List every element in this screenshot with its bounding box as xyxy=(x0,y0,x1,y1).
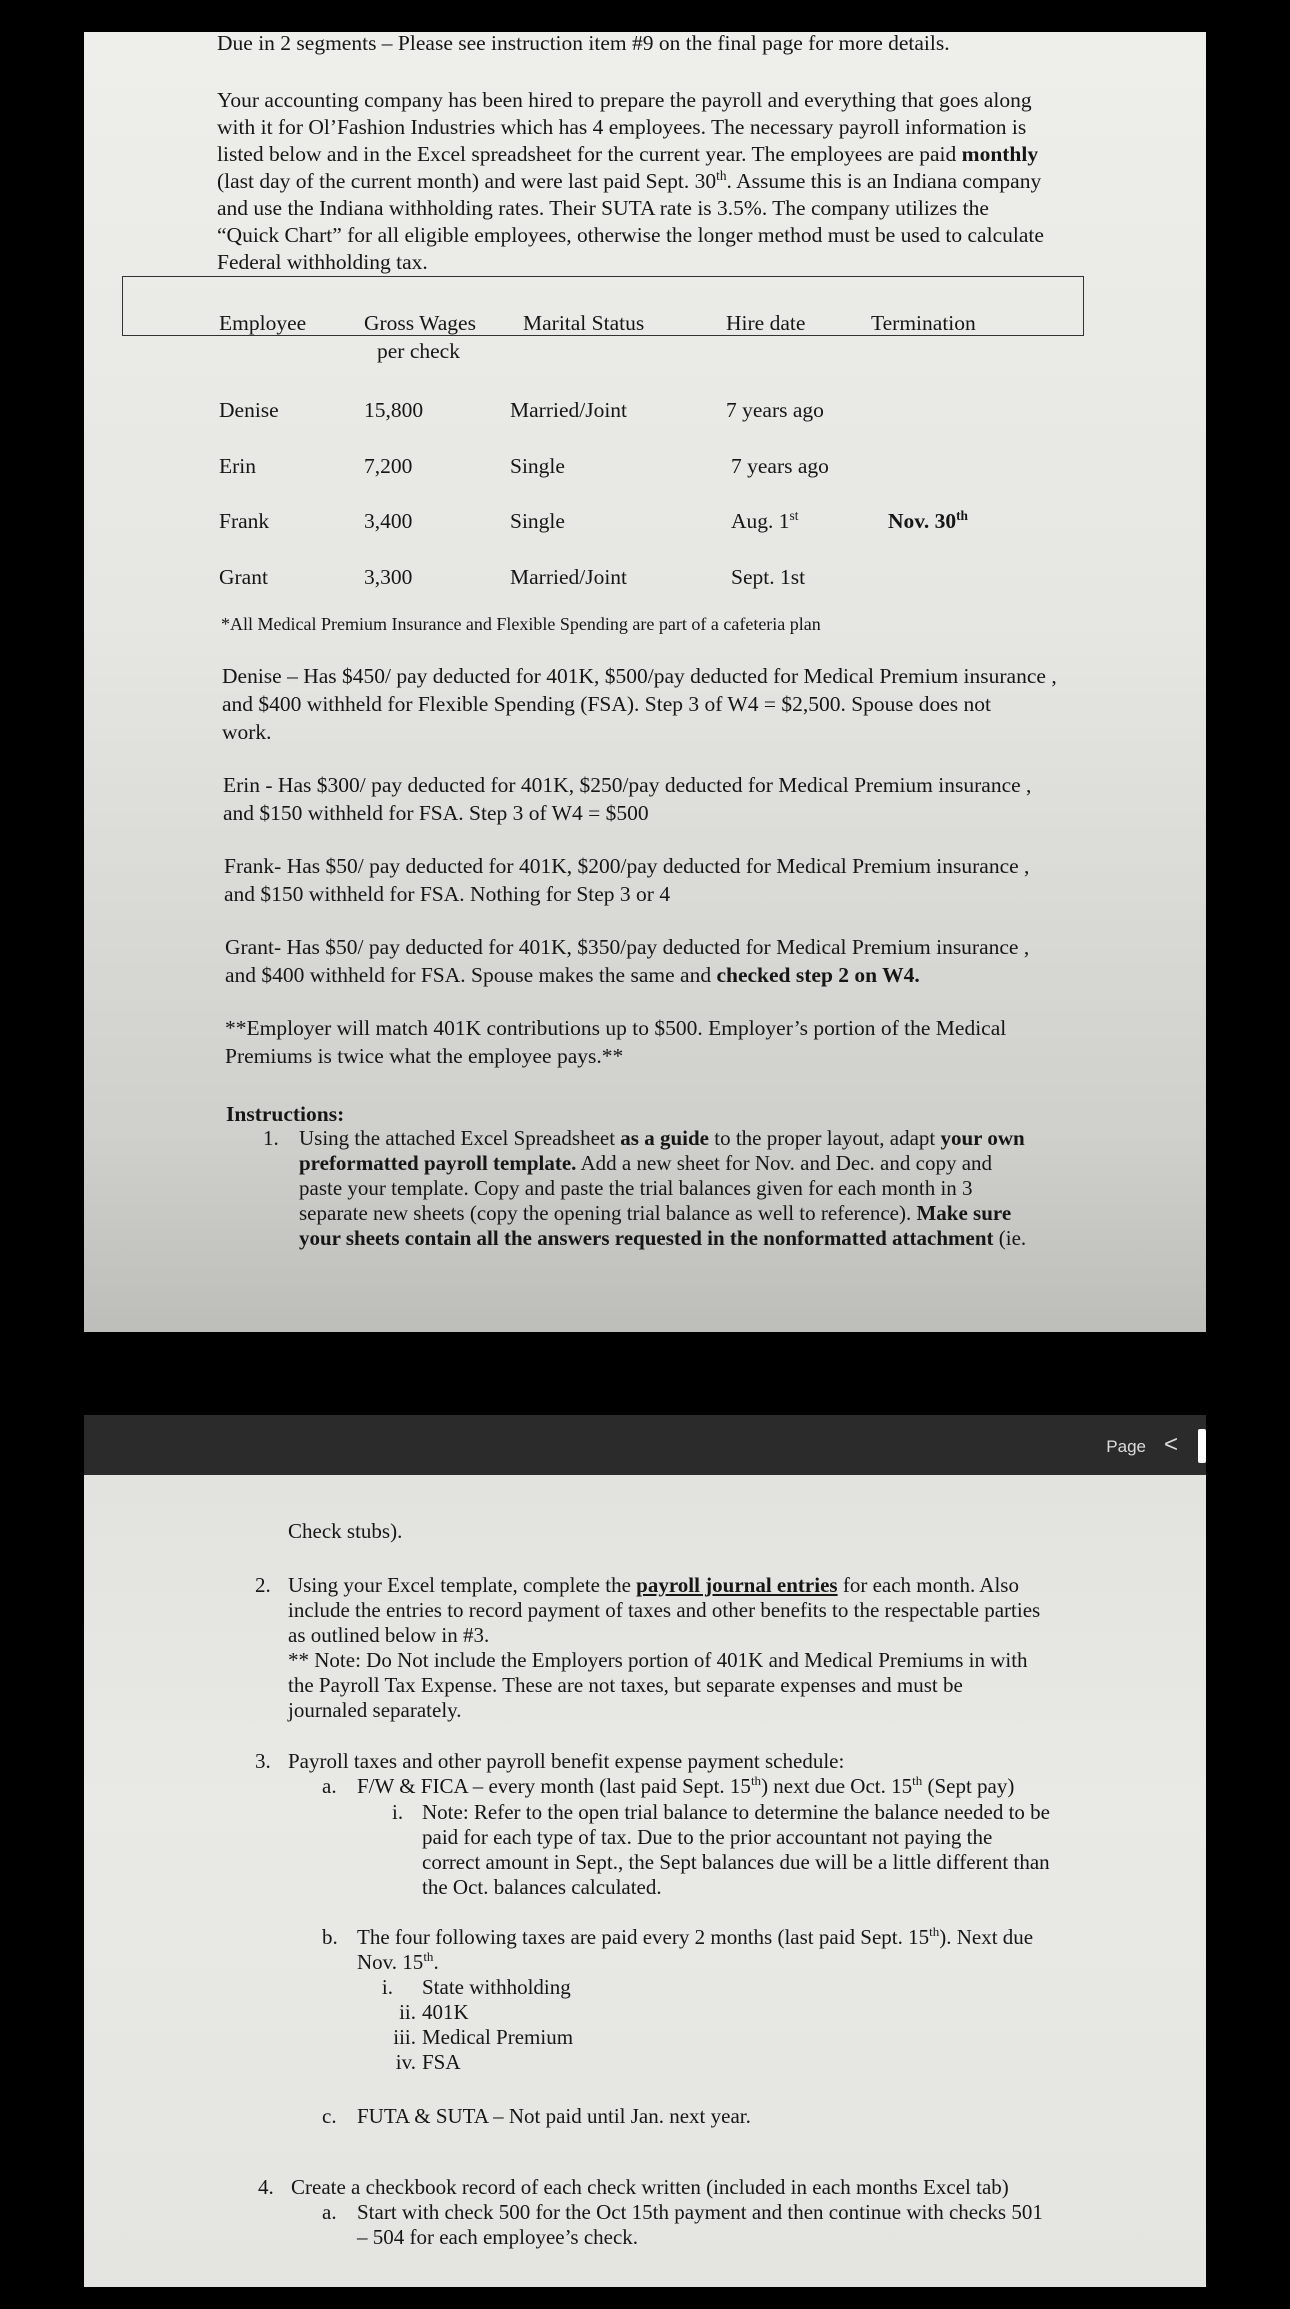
sub-label: a. xyxy=(322,2200,337,2224)
employee-name: Grant xyxy=(219,565,268,589)
instruction-line: the Oct. balances calculated. xyxy=(422,1875,662,1899)
detail-line: Grant- Has $50/ pay deducted for 401K, $350/pay deducted for Medical Premium insurance , xyxy=(225,935,1030,959)
item-number: 3. xyxy=(255,1749,271,1773)
header-hire-date: Hire date xyxy=(726,311,806,335)
marital-status: Married/Joint xyxy=(510,398,628,422)
instruction-line: Using the attached Excel Spreadsheet as a guide to the proper layout, adapt your own xyxy=(299,1126,1025,1150)
hire-date: Sept. 1st xyxy=(731,565,806,589)
instruction-line: include the entries to record payment of taxes and other benefits to the respectable parties xyxy=(288,1598,1041,1622)
detail-line: work. xyxy=(222,720,272,744)
instruction-line: paid for each type of tax. Due to the prior accountant not paying the xyxy=(422,1825,993,1849)
instruction-line: Note: Refer to the open trial balance to determine the balance needed to be xyxy=(422,1800,1050,1824)
header-gross-wages: Gross Wages xyxy=(364,311,476,335)
due-line: Due in 2 segments – Please see instruction item #9 on the final page for more details. xyxy=(217,31,950,55)
instruction-line: your sheets contain all the answers requested in the nonformatted attachment (ie. xyxy=(299,1226,1027,1250)
detail-line: and $150 withheld for FSA. Nothing for Step 3 or 4 xyxy=(224,882,671,906)
sub-label: c. xyxy=(322,2104,337,2128)
employee-name: Denise xyxy=(219,398,279,422)
detail-line: Frank- Has $50/ pay deducted for 401K, $200/pay deducted for Medical Premium insurance , xyxy=(224,854,1030,878)
intro-line: and use the Indiana withholding rates. Their SUTA rate is 3.5%. The company utilizes the xyxy=(217,196,989,220)
header-termination: Termination xyxy=(871,311,976,335)
intro-line: listed below and in the Excel spreadsheet for the current year. The employees are paid monthly xyxy=(217,142,1039,166)
instruction-line: Create a checkbook record of each check written (included in each months Excel tab) xyxy=(291,2175,1009,2199)
marital-status: Single xyxy=(510,509,565,533)
table-footnote: *All Medical Premium Insurance and Flexible Spending are part of a cafeteria plan xyxy=(221,614,821,634)
viewer-toolbar xyxy=(84,1415,1206,1475)
intro-line: Federal withholding tax. xyxy=(217,250,428,274)
intro-line: Your accounting company has been hired to prepare the payroll and everything that goes along xyxy=(217,88,1032,112)
page-label: Page xyxy=(1106,1437,1146,1456)
instruction-line: correct amount in Sept., the Sept balances due will be a little different than xyxy=(422,1850,1050,1874)
instruction-line: F/W & FICA – every month (last paid Sept. 15th) next due Oct. 15th (Sept pay) xyxy=(357,1773,1015,1798)
header-per-check: per check xyxy=(377,339,460,363)
marital-status: Single xyxy=(510,454,565,478)
employee-name: Erin xyxy=(219,454,257,478)
detail-line: **Employer will match 401K contributions up to $500. Employer’s portion of the Medical xyxy=(225,1016,1007,1040)
detail-line: and $150 withheld for FSA. Step 3 of W4 = $500 xyxy=(223,801,649,825)
instruction-line: the Payroll Tax Expense. These are not taxes, but separate expenses and must be xyxy=(288,1673,963,1697)
detail-line: and $400 withheld for FSA. Spouse makes the same and checked step 2 on W4. xyxy=(225,963,920,987)
termination-date: Nov. 30th xyxy=(888,507,968,533)
gross-wages: 3,400 xyxy=(364,509,413,533)
gross-wages: 15,800 xyxy=(364,398,424,422)
employee-name: Frank xyxy=(219,509,270,533)
gross-wages: 7,200 xyxy=(364,454,413,478)
sub-label: i. xyxy=(392,1800,404,1824)
gross-wages: 3,300 xyxy=(364,565,413,589)
detail-line: Denise – Has $450/ pay deducted for 401K, $500/pay deducted for Medical Premium insurance , xyxy=(222,664,1057,688)
hire-date: Aug. 1st xyxy=(731,507,799,533)
instruction-line: Nov. 15th. xyxy=(357,1949,439,1974)
instruction-line: preformatted payroll template. Add a new sheet for Nov. and Dec. and copy and xyxy=(299,1151,993,1175)
instruction-line: Using your Excel template, complete the payroll journal entries for each month. Also xyxy=(288,1573,1019,1597)
instructions-heading: Instructions: xyxy=(226,1102,345,1126)
instruction-line: as outlined below in #3. xyxy=(288,1623,490,1647)
continued-text: Check stubs). xyxy=(288,1519,403,1543)
instruction-line: Start with check 500 for the Oct 15th payment and then continue with checks 501 xyxy=(357,2200,1043,2224)
instruction-line: Payroll taxes and other payroll benefit expense payment schedule: xyxy=(288,1749,845,1773)
sub-label: a. xyxy=(322,1774,337,1798)
chevron-left-icon[interactable]: < xyxy=(1163,1431,1178,1458)
instruction-line: journaled separately. xyxy=(288,1698,462,1722)
instruction-line: FUTA & SUTA – Not paid until Jan. next year. xyxy=(357,2104,751,2128)
instruction-line: ** Note: Do Not include the Employers portion of 401K and Medical Premiums in with xyxy=(288,1648,1028,1672)
instruction-line: The four following taxes are paid every 2 months (last paid Sept. 15th). Next due xyxy=(357,1924,1034,1949)
hire-date: 7 years ago xyxy=(731,454,829,478)
item-number: 2. xyxy=(255,1573,271,1597)
detail-line: Erin - Has $300/ pay deducted for 401K, $250/pay deducted for Medical Premium insurance , xyxy=(223,773,1032,797)
sub-label: b. xyxy=(322,1925,338,1949)
item-number: 1. xyxy=(263,1126,279,1150)
header-marital-status: Marital Status xyxy=(523,311,645,335)
intro-line: with it for Ol’Fashion Industries which has 4 employees. The necessary payroll information is xyxy=(217,115,1027,139)
intro-line: (last day of the current month) and were last paid Sept. 30th. Assume this is an Indiana company xyxy=(217,167,1042,193)
detail-line: and $400 withheld for Flexible Spending (FSA). Step 3 of W4 = $2,500. Spouse does not xyxy=(222,692,991,716)
instruction-line: separate new sheets (copy the opening trial balance as well to reference). Make sure xyxy=(299,1201,1012,1225)
instruction-line: paste your template. Copy and paste the trial balances given for each month in 3 xyxy=(299,1176,973,1200)
page-input-edge[interactable] xyxy=(1198,1429,1206,1463)
header-employee: Employee xyxy=(219,311,307,335)
hire-date: 7 years ago xyxy=(726,398,824,422)
marital-status: Married/Joint xyxy=(510,565,628,589)
detail-line: Premiums is twice what the employee pays.** xyxy=(225,1044,624,1068)
intro-line: “Quick Chart” for all eligible employees, otherwise the longer method must be used to calculate xyxy=(217,223,1044,247)
item-number: 4. xyxy=(258,2175,274,2199)
instruction-line: – 504 for each employee’s check. xyxy=(357,2225,639,2249)
